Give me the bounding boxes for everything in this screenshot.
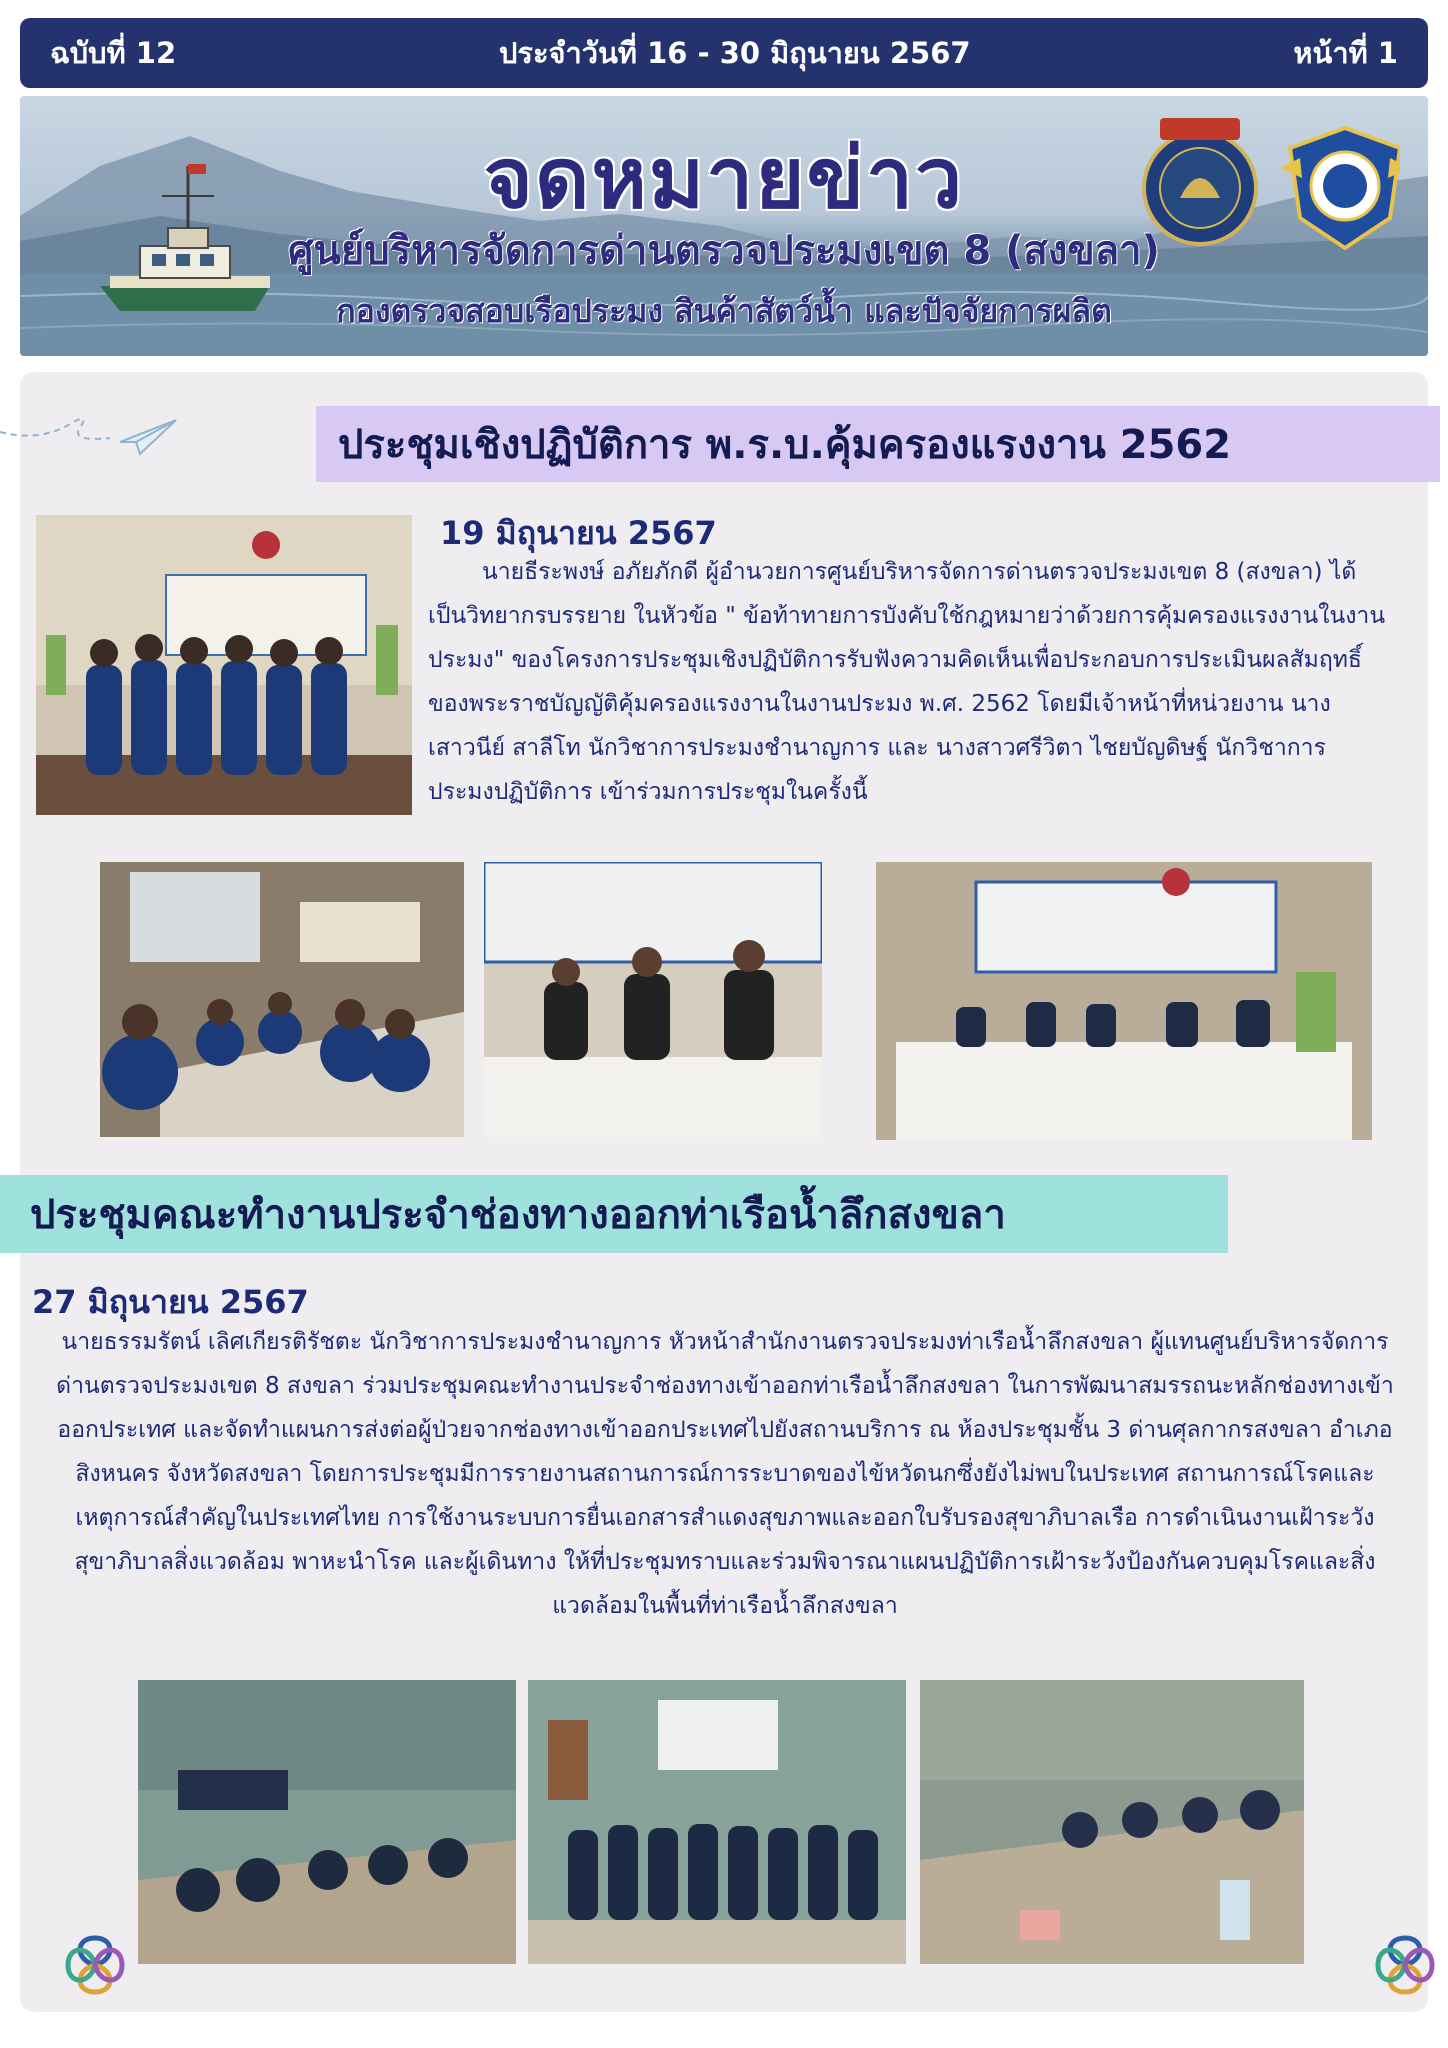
section1-date: 19 มิถุนายน 2567: [440, 514, 717, 552]
section2-body: นายธรรมรัตน์ เลิศเกียรติรัชตะ นักวิชาการประมงชำนาญการ หัวหน้าสำนักงานตรวจประมงท่าเรือน้ำลึกสงขลา ผู้แทนศูนย์บริหารจัดการด่านตรวจประมงเขต 8 สงขลา ร่วมประชุมคณะทำงานประจำช่องทางเข้าออกท่าเรือน้ำลึกสงขลา ในการพัฒนาสมรรถนะหลักช่องทางเข้าออกประเทศ และจัดทำแผนการส่งต่อผู้ป่วยจากช่องทางเข้าออกประเทศไปยังสถานบริการ ณ ห้องประชุมชั้น 3 ด่านศุลกากรสงขลา อำเภอสิงหนคร จังหวัดสงขลา โดยการประชุมมีการรายงานสถานการณ์การระบาดของไข้หวัดนกซึ่งยังไม่พบในประเทศ สถานการณ์โรคและเหตุการณ์สำคัญในประเทศไทย การใช้งานระบบการยื่นเอกสารสำแดงสุขภาพและออกใบรับรองสุขาภิบาลเรือ การดำเนินงานเฝ้าระวังสุขาภิบาลสิ่งแวดล้อม พาหะนำโรค และผู้เดินทาง ให้ที่ประชุมทราบและร่วมพิจารณาแผนปฏิบัติการเฝ้าระวังป้องกันควบคุมโรคและสิ่งแวดล้อมในพื้นที่ท่าเรือน้ำลึกสงขลา: [56, 1329, 1394, 1619]
knot-emblem-icon: [60, 1930, 130, 2000]
division-name: กองตรวจสอบเรือประมง สินค้าสัตว์น้ำ และปัจจัยการผลิต: [336, 292, 1112, 330]
section2-date: 27 มิถุนายน 2567: [32, 1283, 309, 1321]
section1-body: นายธีระพงษ์ อภัยภักดี ผู้อำนวยการศูนย์บริหารจัดการด่านตรวจประมงเขต 8 (สงขลา) ได้เป็นวิทยากรบรรยาย ในหัวข้อ " ข้อท้าทายการบังคับใช้กฎหมายว่าด้วยการคุ้มครองแรงงานในงานประมง" ของโครงการประชุมเชิงปฏิบัติการรับฟังความคิดเห็นเพื่อประกอบการประเมินผลสัมฤทธิ์ของพระราชบัญญัติคุ้มครองแรงงานในงานประมง พ.ศ. 2562 โดยมีเจ้าหน้าที่หน่วยงาน นางเสาวนีย์ สาลีโท นักวิชาการประมงชำนาญการ และ นางสาวศรีวิตา ไชยบัญดิษฐ์ นักวิชาการประมงปฏิบัติการ เข้าร่วมการประชุมในครั้งนี้: [428, 559, 1386, 805]
section1-group-photo: [36, 515, 412, 815]
page-number: หน้าที่ 1: [1293, 36, 1398, 70]
section2-photo-discussion: [920, 1680, 1304, 1964]
paper-plane-icon: [0, 392, 180, 462]
section1-photo-seated: [100, 862, 464, 1137]
knot-emblem-icon: [1370, 1930, 1440, 2000]
issue-number: ฉบับที่ 12: [50, 36, 177, 70]
newsletter-banner: [20, 96, 1428, 356]
section1-photo-panel: [484, 862, 822, 1137]
section2-photo-meeting-room: [138, 1680, 516, 1964]
section1-photo-stage: [876, 862, 1372, 1140]
center-name: ศูนย์บริหารจัดการด่านตรวจประมงเขต 8 (สงขลา): [288, 228, 1160, 274]
issue-period: ประจำวันที่ 16 - 30 มิถุนายน 2567: [498, 36, 971, 70]
newsletter-title: จดหมายข่าว: [483, 129, 965, 227]
section1-heading: ประชุมเชิงปฏิบัติการ พ.ร.บ.คุ้มครองแรงงาน 2562: [316, 406, 1440, 482]
issue-bar: [20, 18, 1428, 88]
department-of-fisheries-seal: [1140, 108, 1260, 258]
fishery-inspection-badge: [1280, 108, 1400, 258]
section2-heading: ประชุมคณะทำงานประจำช่องทางออกท่าเรือน้ำลึกสงขลา: [0, 1175, 1228, 1253]
section2-photo-group: [528, 1680, 906, 1964]
